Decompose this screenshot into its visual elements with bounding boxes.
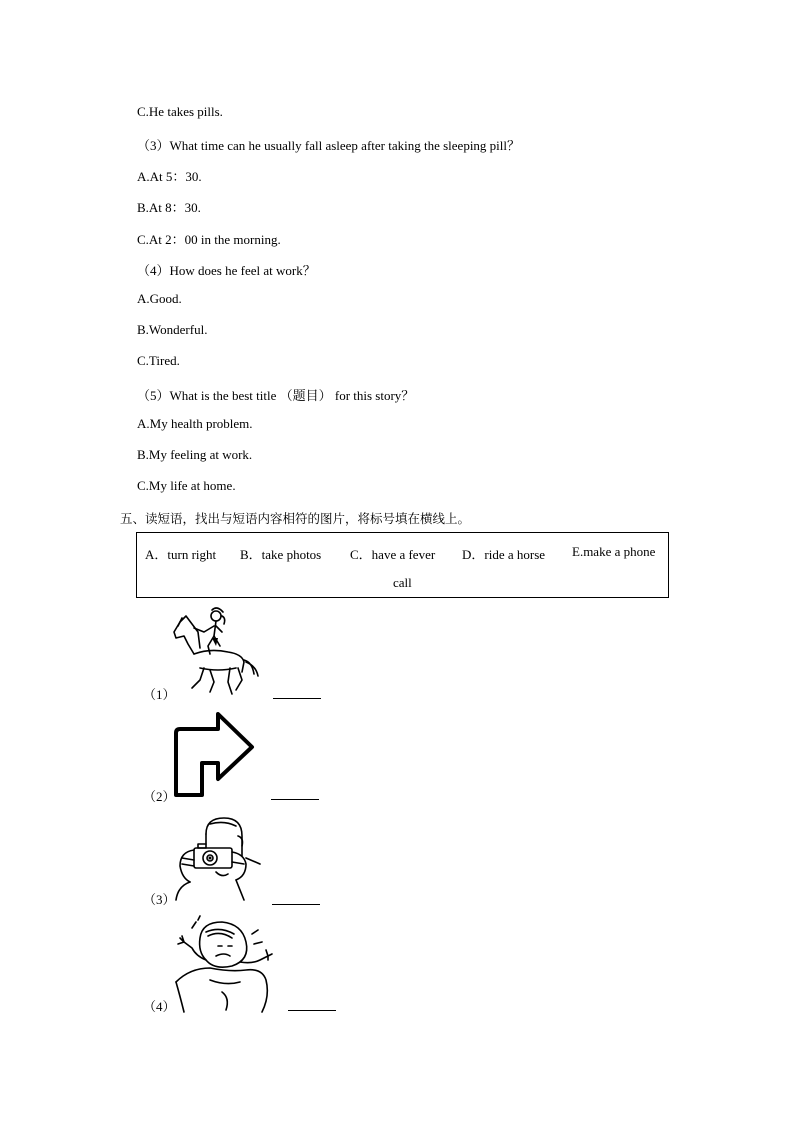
item-1-blank[interactable] [273,698,321,699]
section-5-title: 五、读短语，找出与短语内容相符的图片，将标号填在横线上。 [120,511,471,526]
word-b: B．take photos [240,547,322,562]
item-4-blank[interactable] [288,1010,336,1011]
photographer-icon [172,814,262,902]
item-3-blank[interactable] [272,904,320,905]
word-e: E.make a phone [572,544,656,559]
question-3: （3）What time can he usually fall asleep after taking the sleeping pill？ [137,138,521,153]
horse-rider-icon [170,602,262,698]
option-c-q5: C.My life at home. [137,478,236,493]
option-a-q4: A.Good. [137,291,182,306]
option-b-q5: B.My feeling at work. [137,447,253,462]
option-c-q2: C.He takes pills. [137,104,223,119]
word-d: D．ride a horse [462,547,546,562]
item-1-number: （1） [143,687,176,702]
item-2-number: （2） [143,789,176,804]
item-3-number: （3） [143,892,176,907]
question-4: （4）How does he feel at work？ [137,263,316,278]
option-c-q3: C.At 2：00 in the morning. [137,232,281,247]
item-4-number: （4） [143,999,176,1014]
option-c-q4: C.Tired. [137,353,180,368]
option-a-q5: A.My health problem. [137,416,253,431]
option-b-q3: B.At 8：30. [137,200,201,215]
question-5: （5）What is the best title （题目） for this story？ [137,388,415,403]
fever-child-icon [170,916,274,1014]
item-2-blank[interactable] [271,799,319,800]
turn-right-arrow-icon [172,711,256,799]
word-a: A．turn right [145,547,217,562]
word-box [136,532,669,598]
word-e-continued: call [393,575,412,590]
option-b-q4: B.Wonderful. [137,322,208,337]
option-a-q3: A.At 5：30. [137,169,202,184]
word-c: C．have a fever [350,547,436,562]
